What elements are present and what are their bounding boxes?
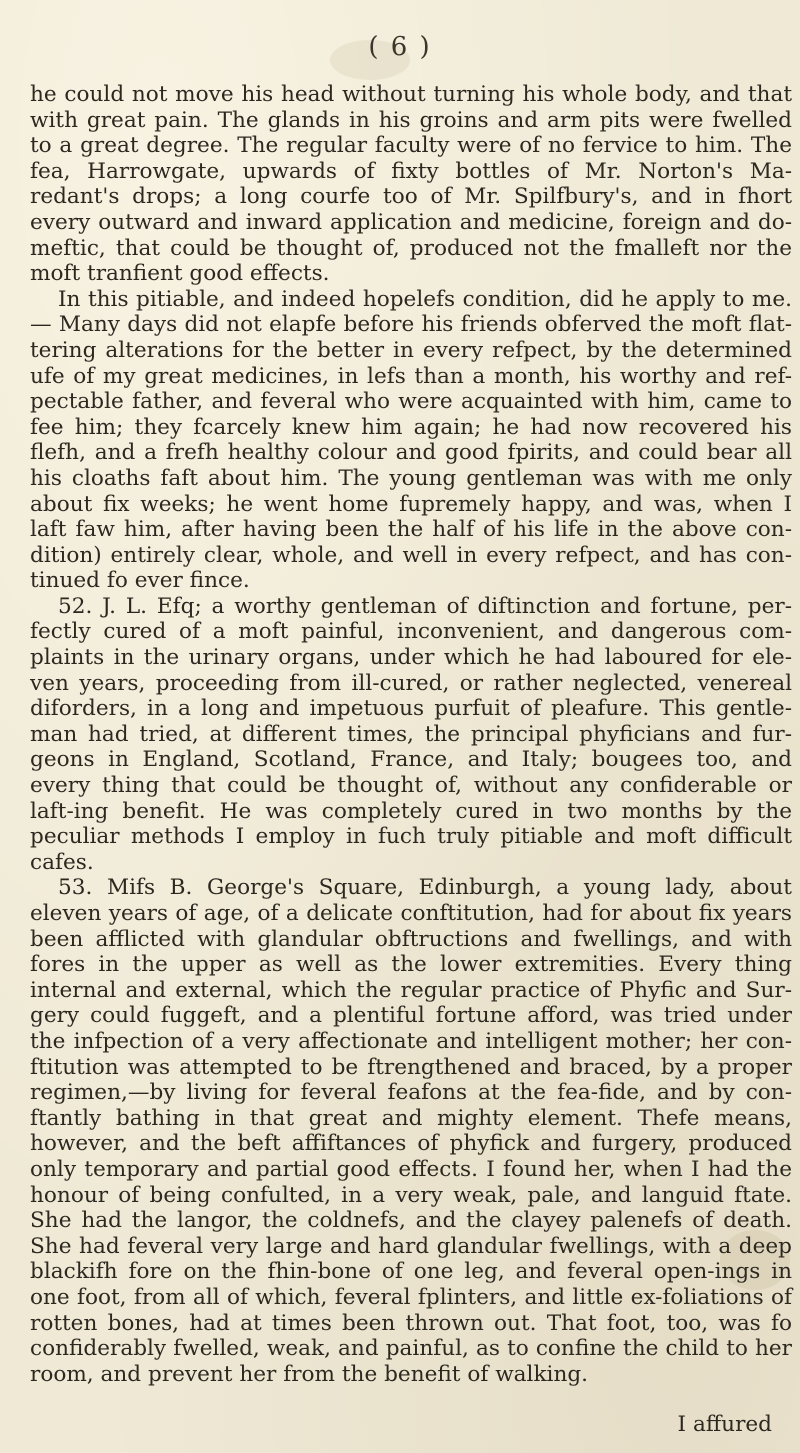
paragraph: 53. Mifs B. George's Square, Edinburgh, a young lady, about eleven years of age, of a delicate conftitution, had for about fix years been afflicted with glandular obftructions and fwellings, and with fores in the upper as well as the lower extremities. Every thing internal and external, which the regular practice of Phyfic and Sur-gery could fuggeft, and a plentiful fortune afford, was tried under the infpection of a very affectionate and intelligent mother; her con-ftitution was attempted to be ftrengthened and braced, by a proper regimen,—by living for feveral feafons at the fea-fide, and by con-ftantly bathing in that great and mighty element. Thefe means, however, and the beft affiftances of phyfick and furgery, produced only temporary and partial good effects. I found her, when I had the honour of being confulted, in a very weak, pale, and languid ftate. She had the langor, the coldnefs, and the clayey palenefs of death. She had feveral very large and hard glandular fwellings, with a deep blackifh fore on the fhin-bone of one leg, and feveral open-ings in one foot, from all of which, feveral fplinters, and little ex-foliations of rotten bones, had at times been thrown out. That foot, too, was fo confiderably fwelled, weak, and painful, as to confine the child to her room, and prevent her from the benefit of walking. <box>30 875 792 1387</box>
catchword: I affured <box>677 1412 772 1437</box>
body-text <box>30 82 792 1387</box>
paragraph: In this pitiable, and indeed hopelefs condition, did he apply to me. — Many days did not elapfe before his friends obferved the moft flat-tering alterations for the better in every refpect, by the determined ufe of my great medicines, in lefs than a month, his worthy and ref-pectable father, and feveral who were acquainted with him, came to fee him; they fcarcely knew him again; he had now recovered his flefh, and a frefh healthy colour and good fpirits, and could bear all his cloaths faft about him. The young gentleman was with me only about fix weeks; he went home fupremely happy, and was, when I laft faw him, after having been the half of his life in the above con-dition) entirely clear, whole, and well in every refpect, and has con-tinued fo ever fince. <box>30 286 792 594</box>
paragraph: he could not move his head without turning his whole body, and that with great pain. The glands in his groins and arm pits were fwelled to a great degree. The regular faculty were of no fervice to him. The fea, Harrowgate, upwards of fixty bottles of Mr. Norton's Ma-redant's drops; a long courfe too of Mr. Spilfbury's, and in fhort every outward and inward application and medicine, foreign and do-meftic, that could be thought of, produced not the fmalleft nor the moft tranfient good effects. <box>30 82 792 287</box>
paragraph: 52. J. L. Efq; a worthy gentleman of diftinction and fortune, per-fectly cured of a moft painful, inconvenient, and dangerous com-plaints in the urinary organs, under which he had laboured for ele-ven years, proceeding from ill-cured, or rather neglected, venereal diforders, in a long and impetuous purfuit of pleafure. This gentle-man had tried, at different times, the principal phyficians and fur-geons in England, Scotland, France, and Italy; bougees too, and every thing that could be thought of, without any confiderable or laft-ing benefit. He was completely cured in two months by the peculiar methods I employ in fuch truly pitiable and moft difficult cafes. <box>30 593 792 875</box>
page-number: ( 6 ) <box>368 32 432 62</box>
